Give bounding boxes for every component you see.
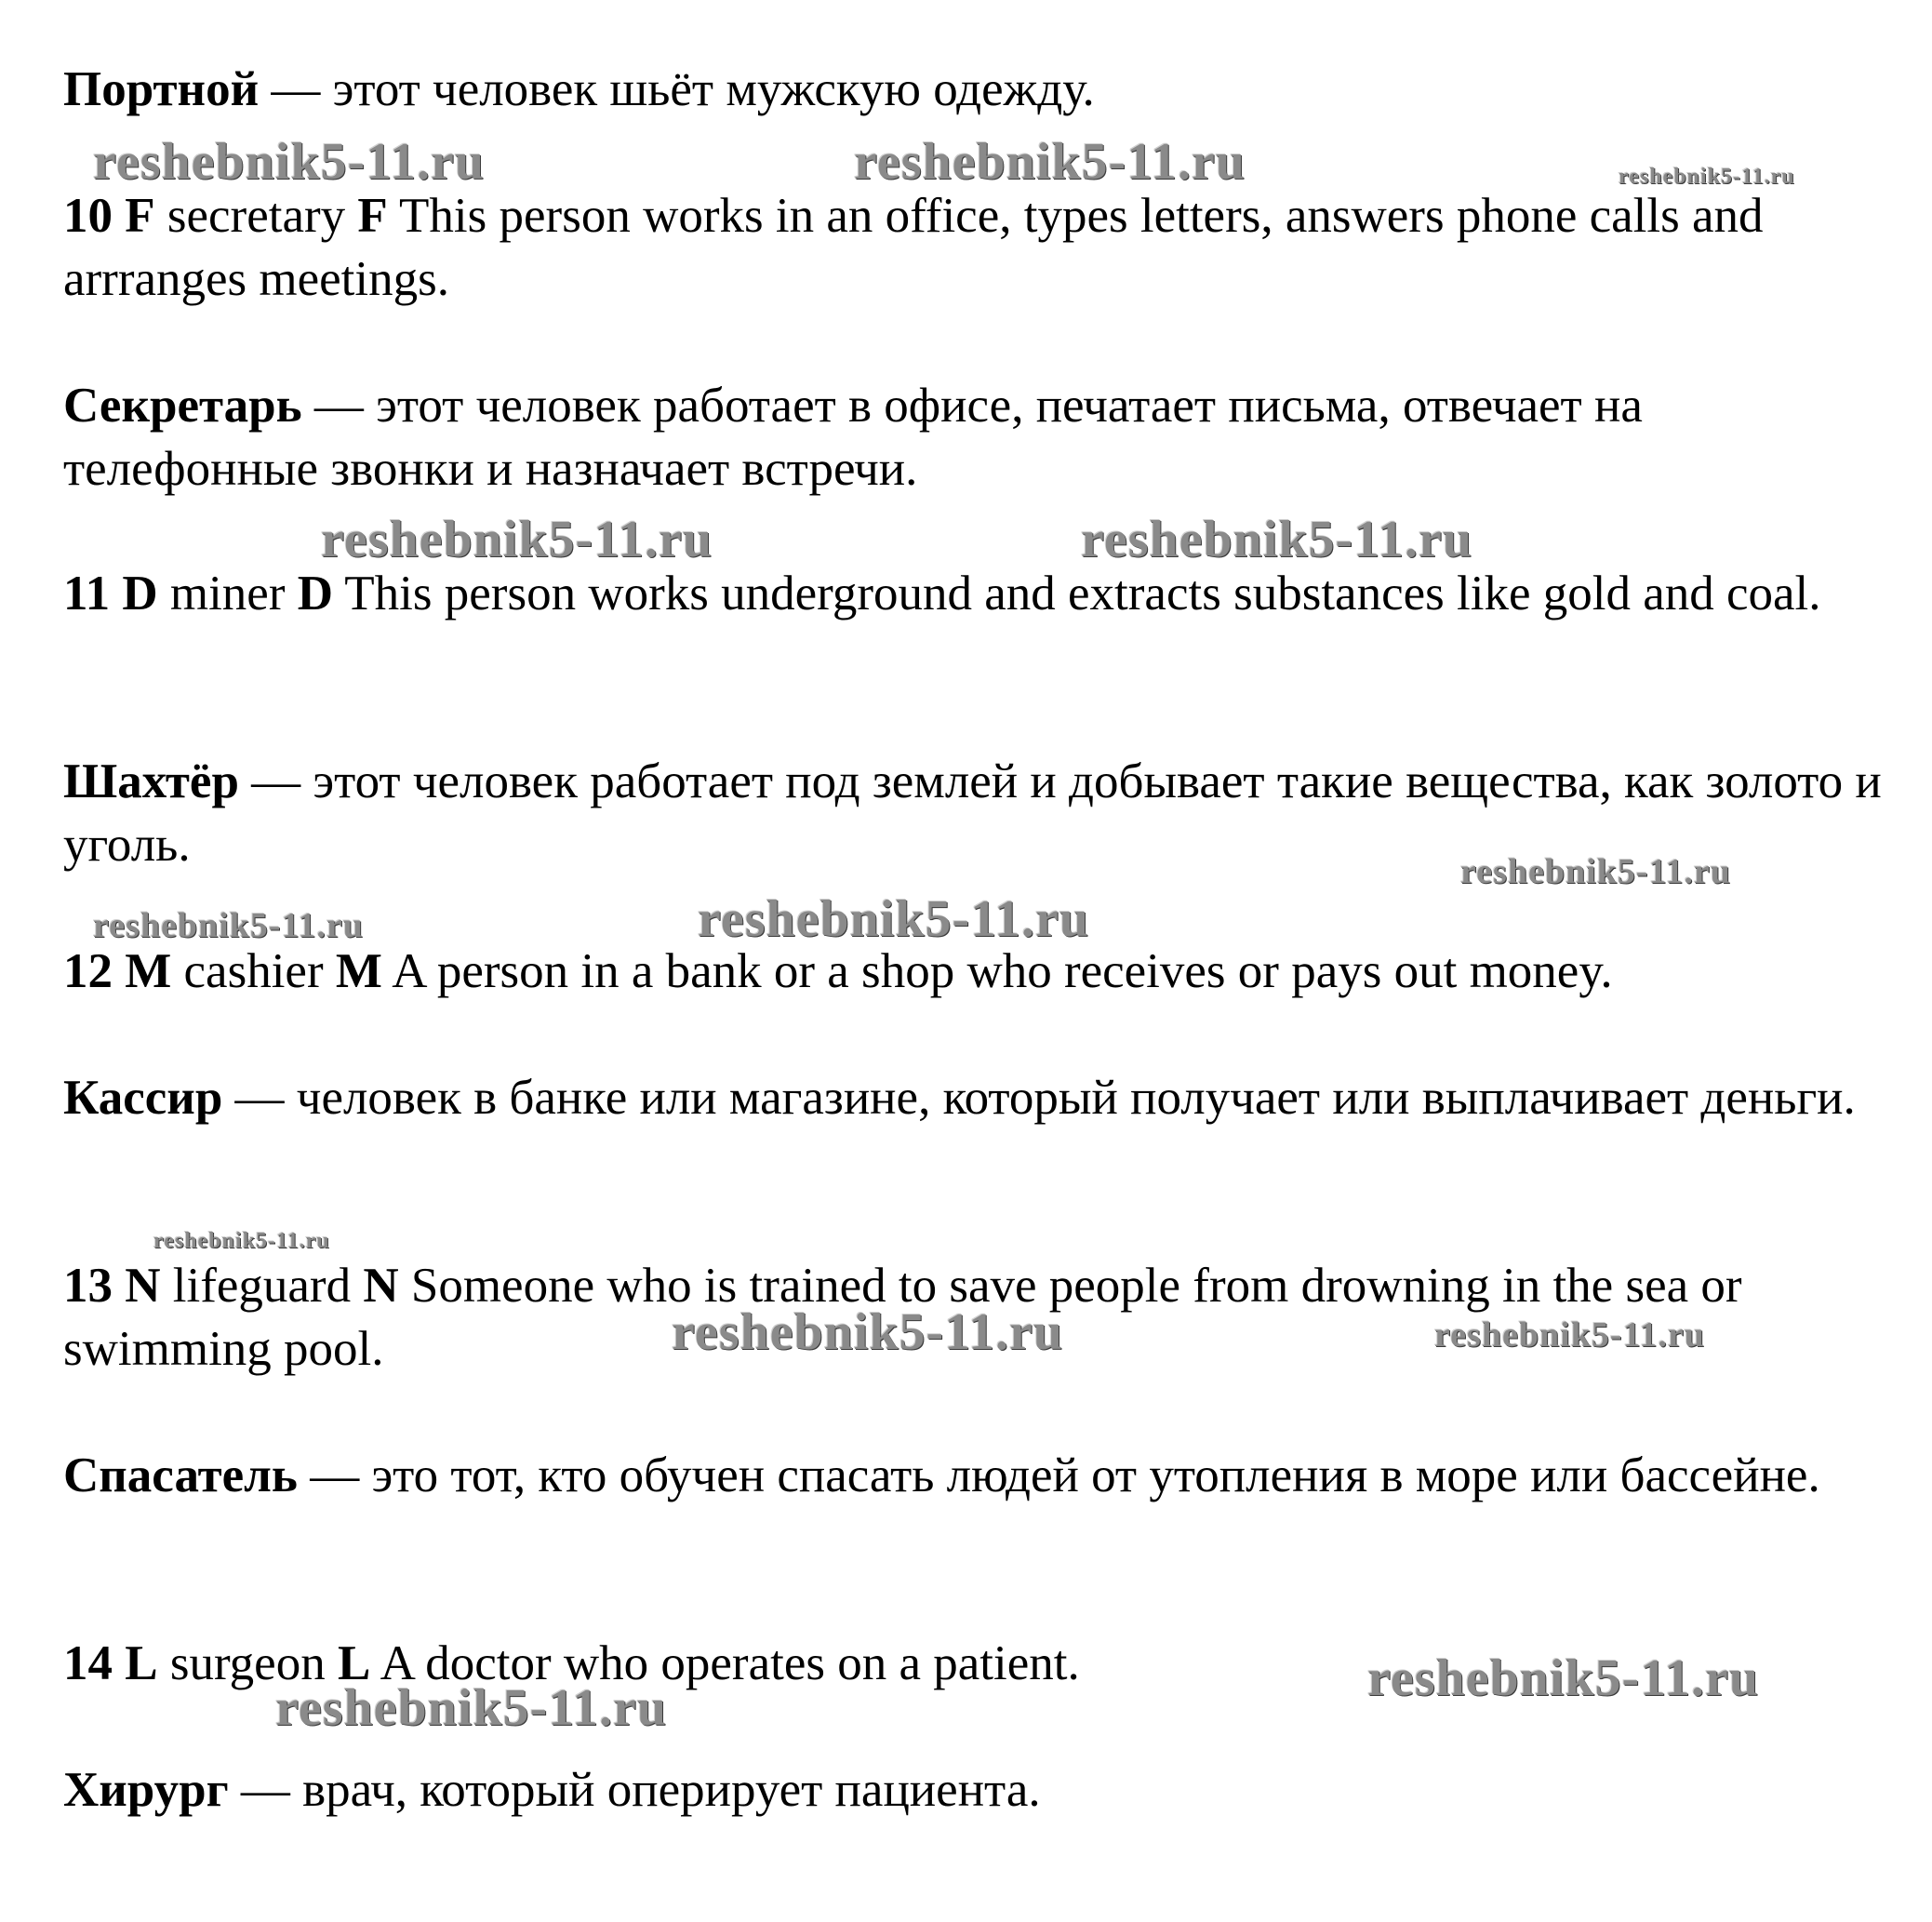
watermark: reshebnik5-11.ru — [275, 1679, 668, 1737]
translation-secretary-text: — этот человек работает в офисе, печатает письма, отвечает на телефонные звонки и назначает встречи. — [63, 379, 1643, 496]
watermark: reshebnik5-11.ru — [153, 1229, 330, 1253]
answer-letter: D — [297, 567, 334, 621]
watermark: reshebnik5-11.ru — [1619, 165, 1795, 189]
definition-text: This person works underground and extracts substances like gold and coal. — [333, 567, 1821, 621]
answer-word: miner — [157, 567, 298, 621]
answer-10-secretary — [63, 184, 1886, 311]
watermark: reshebnik5-11.ru — [1081, 511, 1473, 568]
answer-letter: N — [363, 1259, 399, 1313]
watermark: reshebnik5-11.ru — [672, 1303, 1064, 1361]
answer-word: cashier — [171, 944, 336, 998]
answer-number: 12 M — [63, 944, 172, 998]
translation-lifeguard — [63, 1444, 1886, 1507]
answer-number: 11 D — [63, 567, 158, 621]
watermark: reshebnik5-11.ru — [321, 511, 713, 568]
translation-cashier-text: — человек в банке или магазине, который получает или выплачивает деньги. — [222, 1071, 1856, 1125]
answer-number: 13 N — [63, 1259, 161, 1313]
answer-word: surgeon — [157, 1636, 338, 1690]
answer-letter: F — [357, 189, 388, 243]
watermark: reshebnik5-11.ru — [1434, 1315, 1705, 1355]
definition-text: A person in a bank or a shop who receives or pays out money. — [381, 944, 1613, 998]
term-surgeon: Хирург — [63, 1763, 229, 1817]
translation-surgeon-text: — врач, который оперирует пациента. — [228, 1763, 1041, 1817]
watermark: reshebnik5-11.ru — [854, 133, 1246, 191]
term-tailor: Портной — [63, 62, 260, 116]
answer-word: lifeguard — [160, 1259, 364, 1313]
answer-number: 14 L — [63, 1636, 158, 1690]
translation-surgeon — [63, 1758, 1886, 1822]
answer-letter: L — [337, 1636, 371, 1690]
translation-secretary — [63, 374, 1886, 501]
answer-letter: M — [335, 944, 382, 998]
term-secretary: Секретарь — [63, 379, 302, 433]
answer-12-cashier — [63, 940, 1886, 1003]
translation-cashier — [63, 1066, 1886, 1129]
definition-text: Someone who is trained to save people from drowning in the sea or swimming pool. — [63, 1259, 1742, 1376]
watermark: reshebnik5-11.ru — [1460, 852, 1731, 891]
watermark: reshebnik5-11.ru — [93, 906, 364, 945]
answer-11-miner — [63, 562, 1886, 625]
translation-lifeguard-text: — это тот, кто обучен спасать людей от утопления в море или бассейне. — [297, 1448, 1820, 1502]
translation-miner-text: — этот человек работает под землей и добывает такие вещества, как золото и уголь. — [63, 754, 1882, 872]
term-cashier: Кассир — [63, 1071, 223, 1125]
translation-tailor-text: — этот человек шьёт мужскую одежду. — [259, 62, 1095, 116]
definition-text: A doctor who operates on a patient. — [370, 1636, 1080, 1690]
watermark: reshebnik5-11.ru — [93, 133, 486, 191]
watermark: reshebnik5-11.ru — [698, 890, 1090, 948]
watermark: reshebnik5-11.ru — [1367, 1649, 1760, 1707]
translation-tailor — [63, 58, 1886, 121]
answer-number: 10 F — [63, 189, 155, 243]
answer-word: secretary — [154, 189, 358, 243]
definition-text: This person works in an office, types letters, answers phone calls and arrranges meetings. — [63, 189, 1764, 306]
term-miner: Шахтёр — [63, 754, 239, 808]
term-lifeguard: Спасатель — [63, 1448, 298, 1502]
